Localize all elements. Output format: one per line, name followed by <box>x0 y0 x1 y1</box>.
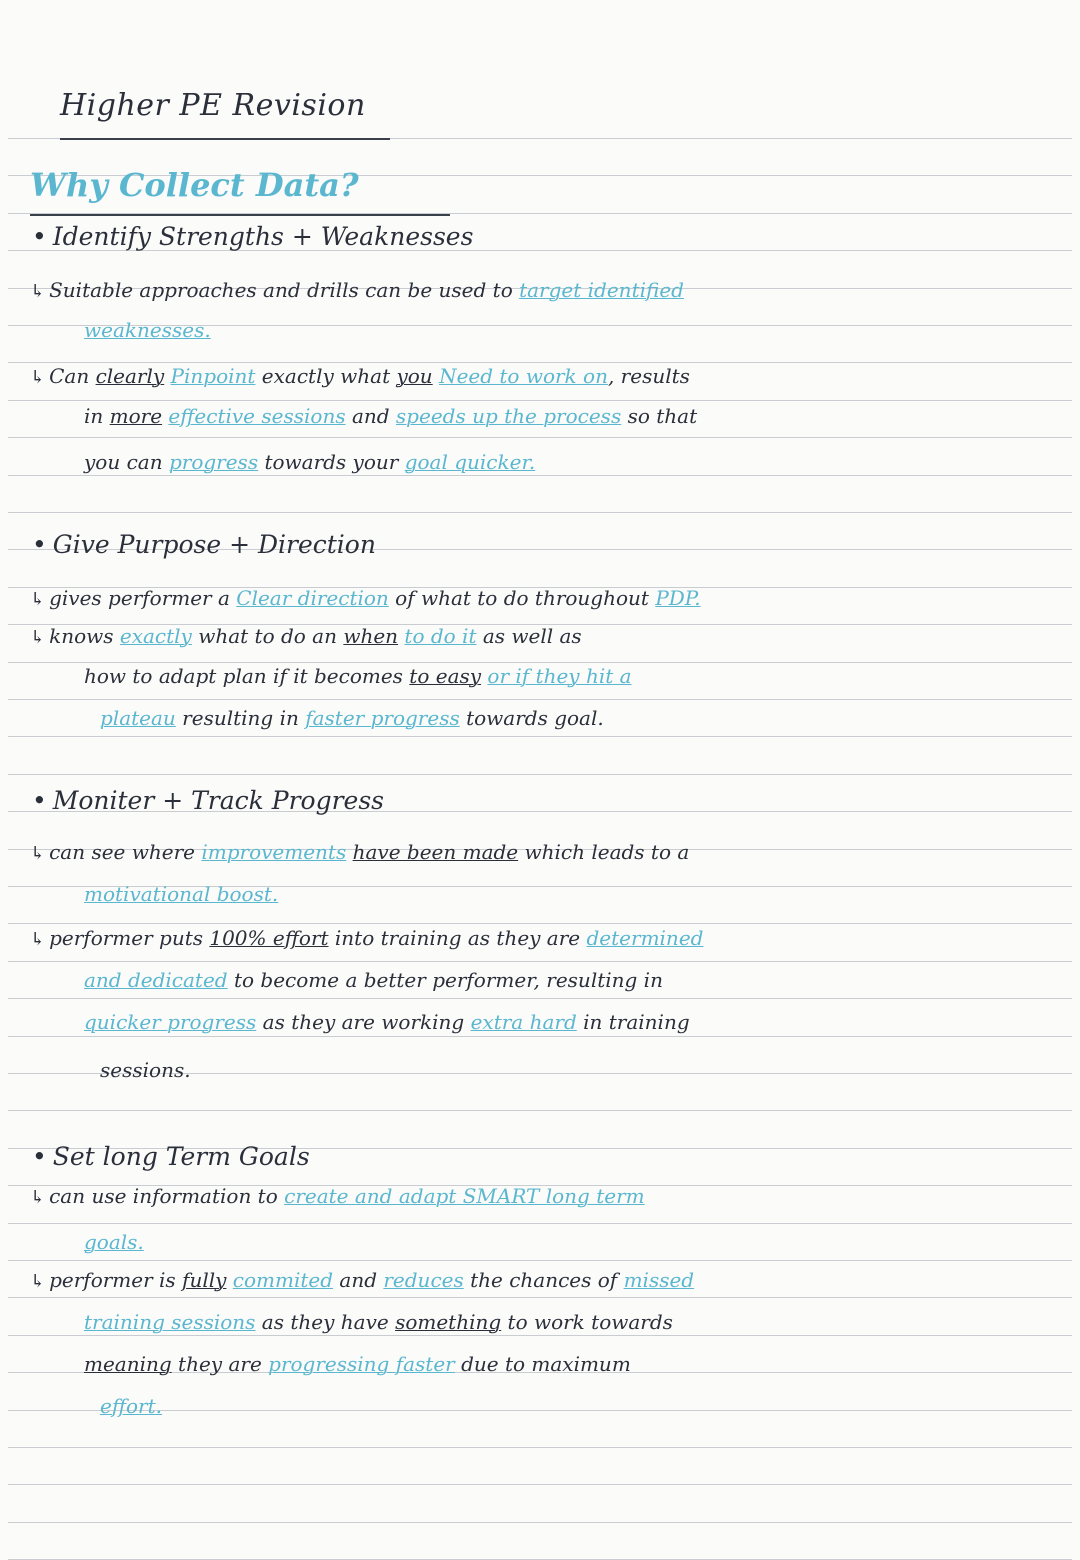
note-line <box>30 1184 645 1208</box>
note-text: in <box>84 404 110 428</box>
note-text: sessions. <box>100 1058 191 1082</box>
underlined-text: you <box>396 364 433 388</box>
note-text: of what to do throughout <box>388 586 656 610</box>
note-text: into training as they are <box>328 926 587 950</box>
note-line <box>30 840 689 864</box>
ruled-line <box>8 475 1072 476</box>
note-line <box>84 404 697 428</box>
note-text: what to do an <box>191 624 344 648</box>
highlighted-text: Pinpoint <box>170 364 256 388</box>
note-text: Can <box>49 364 96 388</box>
ruled-line <box>8 662 1072 663</box>
page-title: Higher PE Revision <box>60 88 366 123</box>
section-heading <box>32 222 473 251</box>
note-text: in training <box>576 1010 690 1034</box>
highlighted-text: Need to work on <box>439 364 608 388</box>
highlighted-text: determined <box>586 926 704 950</box>
highlighted-text: reduces <box>383 1268 464 1292</box>
highlighted-text: motivational boost. <box>84 882 279 906</box>
bullet-icon: • <box>32 530 47 559</box>
ruled-line <box>8 1410 1072 1411</box>
arrow-icon: ↳ <box>30 367 46 388</box>
note-text: as they are working <box>256 1010 471 1034</box>
section-subtitle: Why Collect Data? <box>30 166 359 204</box>
underlined-text: clearly <box>95 364 165 388</box>
section-heading <box>32 786 384 815</box>
section-heading-text: Moniter + Track Progress <box>52 786 384 815</box>
highlighted-text: progressing faster <box>268 1352 455 1376</box>
note-text: so that <box>621 404 698 428</box>
ruled-line <box>8 1110 1072 1111</box>
note-text: and <box>345 404 396 428</box>
note-text: you can <box>84 450 169 474</box>
note-text: how to adapt plan if it becomes <box>84 664 410 688</box>
note-text: to become a better performer, resulting in <box>227 968 663 992</box>
note-text: due to maximum <box>454 1352 631 1376</box>
note-line <box>100 706 604 730</box>
highlighted-text: PDP. <box>655 586 701 610</box>
note-text: , results <box>607 364 690 388</box>
underlined-text: more <box>109 404 163 428</box>
underlined-text: fully <box>182 1268 227 1292</box>
note-text: resulting in <box>175 706 306 730</box>
highlighted-text: or if they hit a <box>487 664 632 688</box>
ruled-line <box>8 362 1072 363</box>
note-line <box>84 318 211 342</box>
note-line <box>100 1058 191 1082</box>
highlighted-text: improvements <box>201 840 347 864</box>
underlined-text: something <box>395 1310 502 1334</box>
note-line <box>84 882 278 906</box>
bullet-icon: • <box>32 222 47 251</box>
arrow-icon: ↳ <box>30 1271 46 1292</box>
note-text: towards your <box>258 450 405 474</box>
highlighted-text: and dedicated <box>84 968 228 992</box>
highlighted-text: to do it <box>404 624 477 648</box>
underlined-text: have been made <box>352 840 519 864</box>
ruled-line <box>8 961 1072 962</box>
note-text: they are <box>171 1352 269 1376</box>
note-text: Suitable approaches and drills can be used to <box>49 278 520 302</box>
highlighted-text: effective sessions <box>168 404 346 428</box>
note-text: to work towards <box>501 1310 673 1334</box>
highlighted-text: goal quicker. <box>404 450 536 474</box>
note-text: performer puts <box>49 926 210 950</box>
note-line <box>30 278 684 302</box>
note-line <box>30 926 703 950</box>
highlighted-text: missed <box>623 1268 695 1292</box>
arrow-icon: ↳ <box>30 281 46 302</box>
note-line <box>84 450 535 474</box>
note-text: performer is <box>49 1268 183 1292</box>
section-heading-text: Set long Term Goals <box>52 1142 310 1171</box>
underlined-text: when <box>343 624 399 648</box>
note-text: the chances of <box>463 1268 624 1292</box>
note-line <box>84 968 663 992</box>
highlighted-text: weaknesses. <box>84 318 211 342</box>
highlighted-text: effort. <box>100 1394 163 1418</box>
arrow-icon: ↳ <box>30 929 46 950</box>
note-text: which leads to a <box>518 840 690 864</box>
note-text: as they have <box>255 1310 396 1334</box>
highlighted-text: quicker progress <box>84 1010 257 1034</box>
bullet-icon: • <box>32 786 47 815</box>
highlighted-text: commited <box>232 1268 334 1292</box>
note-line <box>84 1352 631 1376</box>
section-heading <box>32 1142 310 1171</box>
highlighted-text: Clear direction <box>236 586 389 610</box>
ruled-line <box>8 1297 1072 1298</box>
ruled-line <box>8 1036 1072 1037</box>
note-line <box>84 1230 144 1254</box>
ruled-line <box>8 998 1072 999</box>
note-line <box>30 364 690 388</box>
bullet-icon: • <box>32 1142 47 1171</box>
ruled-line <box>8 1223 1072 1224</box>
note-line <box>84 1010 690 1034</box>
ruled-line <box>8 774 1072 775</box>
arrow-icon: ↳ <box>30 589 46 610</box>
ruled-line <box>8 1522 1072 1523</box>
note-text: exactly what <box>255 364 397 388</box>
note-line <box>84 664 632 688</box>
note-text: and <box>333 1268 384 1292</box>
ruled-line <box>8 923 1072 924</box>
ruled-line <box>8 1335 1072 1336</box>
ruled-line <box>8 512 1072 513</box>
highlighted-text: speeds up the process <box>395 404 622 428</box>
section-heading-text: Give Purpose + Direction <box>52 530 376 559</box>
underlined-text: meaning <box>84 1352 172 1376</box>
highlighted-text: plateau <box>100 706 176 730</box>
underlined-text: 100% effort <box>209 926 329 950</box>
note-line <box>30 1268 694 1292</box>
ruled-line <box>8 437 1072 438</box>
subtitle-underline <box>30 214 450 216</box>
ruled-line <box>8 736 1072 737</box>
ruled-line <box>8 1484 1072 1485</box>
highlighted-text: extra hard <box>470 1010 577 1034</box>
note-text: can see where <box>49 840 202 864</box>
note-text: towards goal. <box>459 706 604 730</box>
ruled-line <box>8 1447 1072 1448</box>
note-text: as well as <box>476 624 582 648</box>
ruled-line <box>8 400 1072 401</box>
section-heading-text: Identify Strengths + Weaknesses <box>52 222 474 251</box>
highlighted-text: training sessions <box>84 1310 256 1334</box>
highlighted-text: create and adapt SMART long term <box>284 1184 645 1208</box>
highlighted-text: faster progress <box>305 706 460 730</box>
note-line <box>30 624 582 648</box>
underlined-text: to easy <box>409 664 482 688</box>
note-text: gives performer a <box>49 586 237 610</box>
arrow-icon: ↳ <box>30 1187 46 1208</box>
ruled-line <box>8 1260 1072 1261</box>
title-underline <box>60 138 390 140</box>
section-heading <box>32 530 376 559</box>
note-text: can use information to <box>49 1184 285 1208</box>
highlighted-text: target identified <box>519 278 684 302</box>
arrow-icon: ↳ <box>30 627 46 648</box>
highlighted-text: progress <box>168 450 259 474</box>
arrow-icon: ↳ <box>30 843 46 864</box>
note-text: knows <box>49 624 120 648</box>
note-line <box>84 1310 673 1334</box>
highlighted-text: exactly <box>119 624 192 648</box>
note-line <box>30 586 701 610</box>
ruled-line <box>8 699 1072 700</box>
note-line <box>100 1394 162 1418</box>
highlighted-text: goals. <box>84 1230 144 1254</box>
